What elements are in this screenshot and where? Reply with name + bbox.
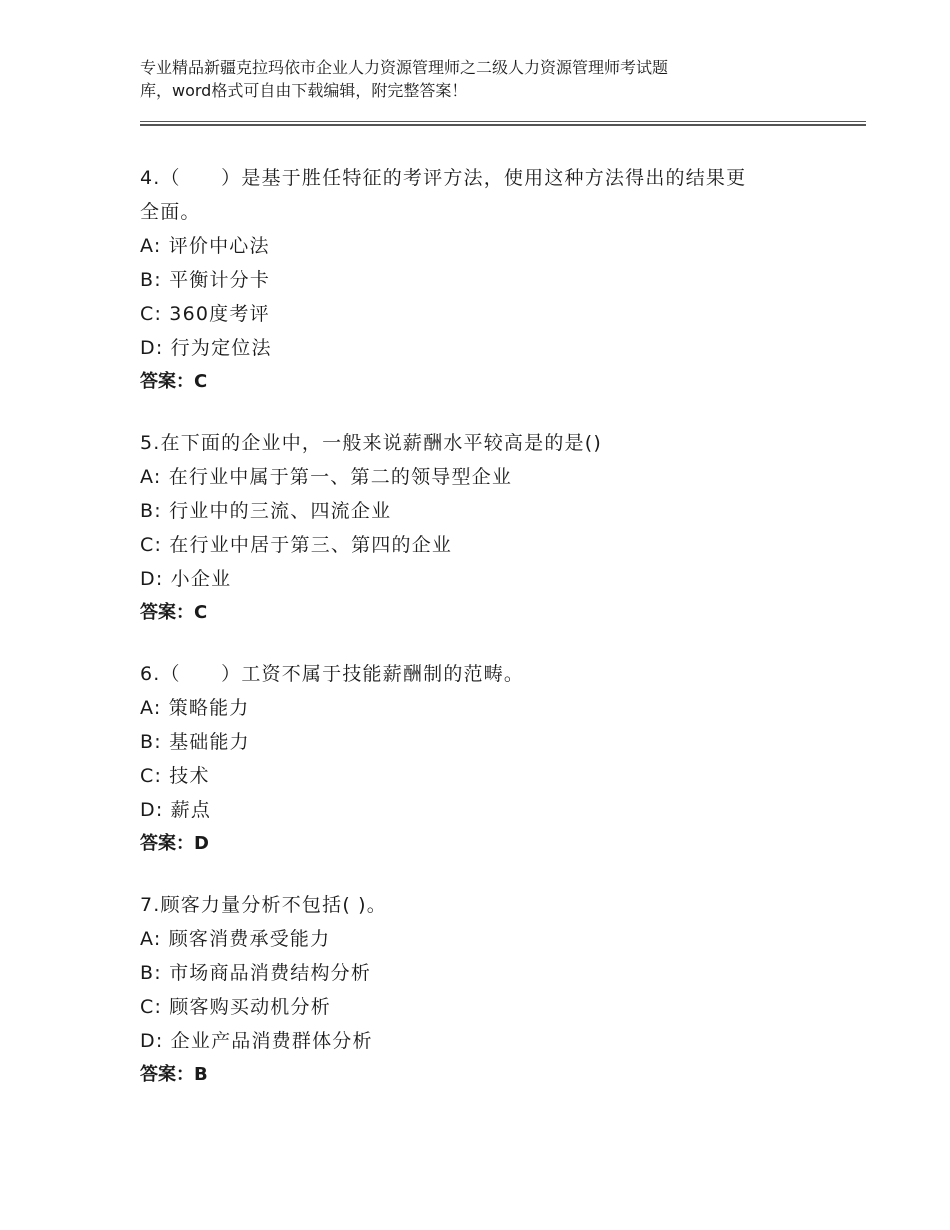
question-5 [140, 429, 830, 627]
question-text: 全面。 [140, 201, 201, 223]
question-text: 6.（ ）工资不属于技能薪酬制的范畴。 [140, 663, 525, 685]
question-7 [140, 891, 830, 1089]
option-b: B: 市场商品消费结构分析 [140, 962, 372, 984]
option-b: B: 行业中的三流、四流企业 [140, 500, 392, 522]
option-a: A: 在行业中属于第一、第二的领导型企业 [140, 466, 513, 488]
option-d: D: 行为定位法 [140, 337, 272, 359]
header-divider-thick [140, 124, 866, 126]
header-title-line-2: 库，word格式可自由下载编辑，附完整答案！ [140, 81, 468, 100]
option-c: C: 顾客购买动机分析 [140, 996, 331, 1018]
option-a: A: 策略能力 [140, 697, 250, 719]
option-b: B: 平衡计分卡 [140, 269, 271, 291]
question-6 [140, 660, 830, 858]
option-a: A: 评价中心法 [140, 235, 270, 257]
question-4 [140, 164, 830, 396]
option-d: D: 企业产品消费群体分析 [140, 1030, 373, 1052]
question-text: 4.（ ）是基于胜任特征的考评方法，使用这种方法得出的结果更 [140, 167, 747, 189]
answer: 答案：D [140, 833, 209, 854]
answer: 答案：C [140, 371, 208, 392]
option-c: C: 在行业中居于第三、第四的企业 [140, 534, 453, 556]
option-c: C: 技术 [140, 765, 210, 787]
option-b: B: 基础能力 [140, 731, 250, 753]
header-title-line-1: 专业精品新疆克拉玛依市企业人力资源管理师之二级人力资源管理师考试题 [140, 58, 669, 77]
question-list [140, 164, 830, 1122]
option-d: D: 小企业 [140, 568, 232, 590]
document-header [140, 56, 820, 102]
question-text: 7.顾客力量分析不包括( )。 [140, 894, 387, 916]
answer: 答案：B [140, 1064, 208, 1085]
option-a: A: 顾客消费承受能力 [140, 928, 331, 950]
question-text: 5.在下面的企业中，一般来说薪酬水平较高是的是() [140, 432, 602, 454]
header-divider-thin [140, 121, 866, 122]
answer: 答案：C [140, 602, 208, 623]
option-c: C: 360度考评 [140, 303, 270, 325]
option-d: D: 薪点 [140, 799, 212, 821]
